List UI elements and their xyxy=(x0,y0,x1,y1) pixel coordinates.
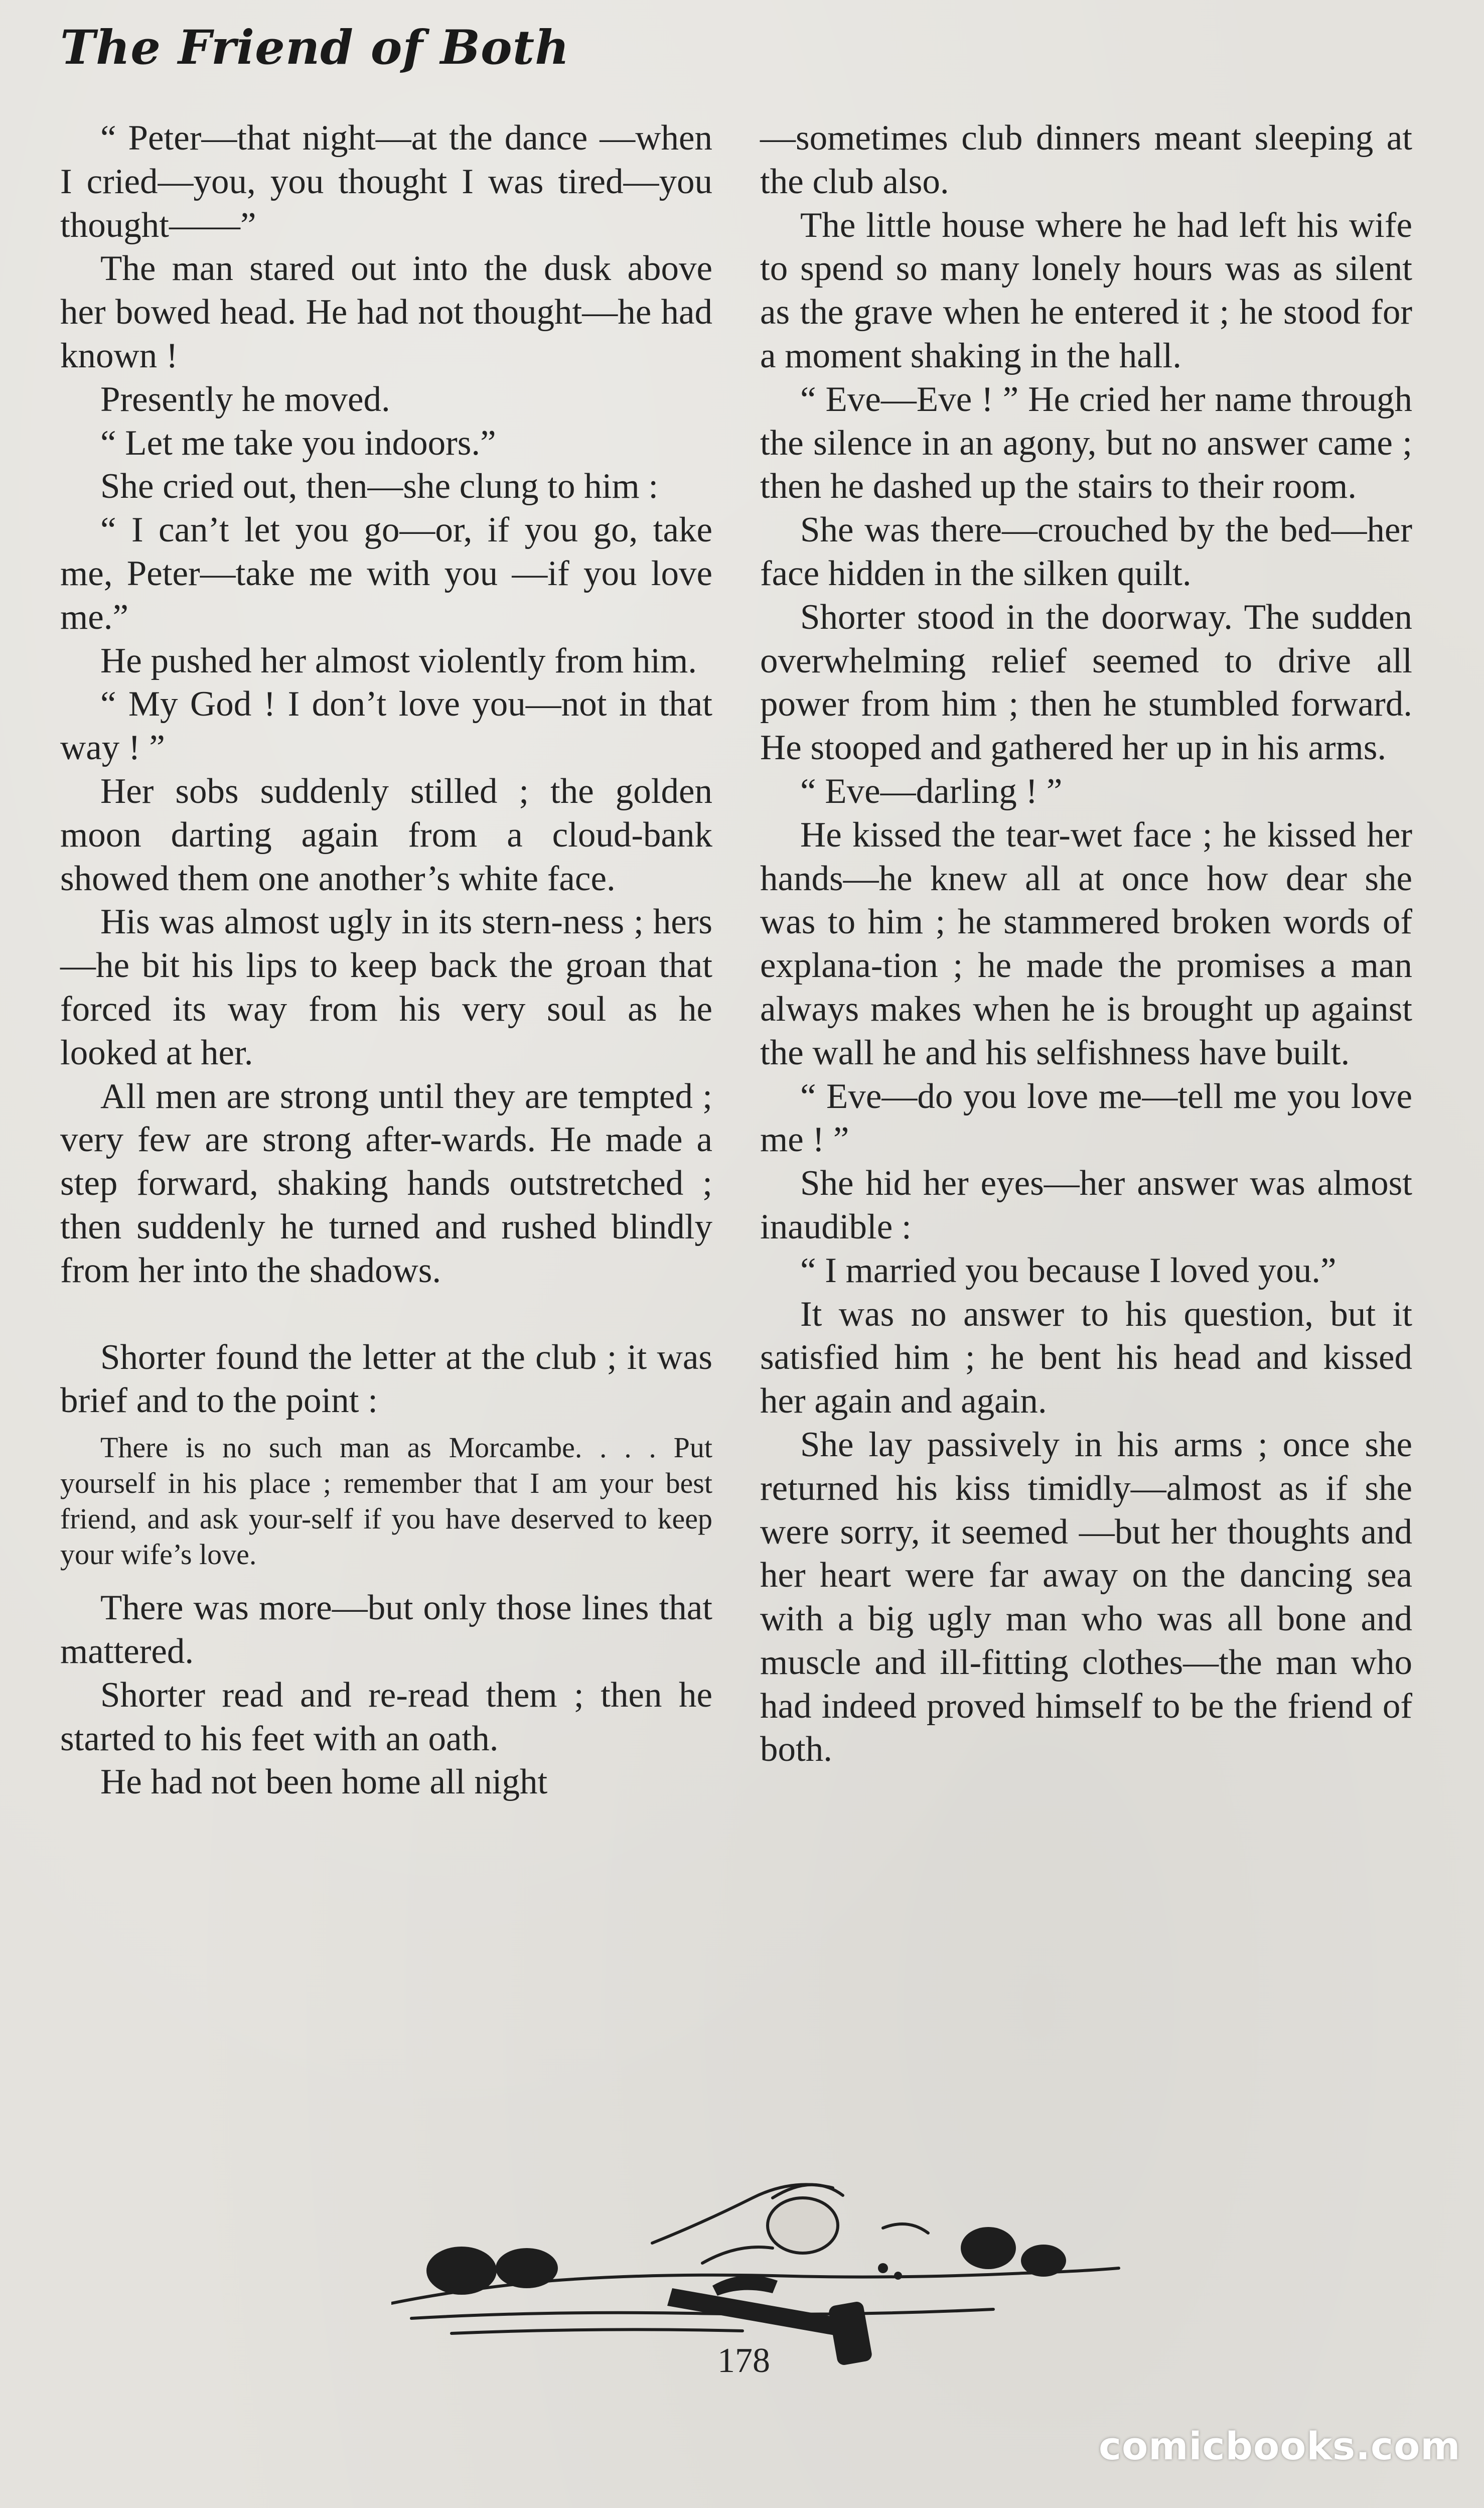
paragraph: “ Let me take you indoors.” xyxy=(100,423,496,463)
paragraph: Shorter stood in the doorway. The sudden overwhelming relief seemed to drive all power from him ; then he stumbled forward. He stooped and gathered her up in his arms. xyxy=(760,597,1412,768)
page-number: 178 xyxy=(717,2341,770,2380)
paragraph: It was no answer to his question, but it satisfied him ; he bent his head and kissed her again and again. xyxy=(760,1294,1412,1421)
paragraph: She lay passively in his arms ; once she returned his kiss timidly—almost as if she were sorry, it seemed —but her thoughts and her heart were far away on the dancing sea with a big ugly man who was all bone and muscle and ill-fitting clothes—the man who had indeed proved himself to be the friend of both. xyxy=(760,1425,1412,1769)
paragraph: He had not been home all night xyxy=(100,1762,548,1802)
paragraph: He kissed the tear-wet face ; he kissed her hands—he knew all at once how dear she was to him ; he stammered broken words of explana-tion ; he made the promises a man always makes when he is brought up against the wall he and his selfishness have built. xyxy=(760,815,1412,1072)
paragraph: There was more—but only those lines that mattered. xyxy=(60,1588,712,1671)
paragraph: She hid her eyes—her answer was almost inaudible : xyxy=(760,1164,1412,1246)
paragraph: The man stared out into the dusk above her bowed head. He had not thought—he had known ! xyxy=(60,249,712,375)
paragraph: —sometimes club dinners meant sleeping at the club also. xyxy=(760,118,1412,201)
paragraph: The little house where he had left his wife to spend so many lonely hours was as silent as the grave when he entered it ; he stood for a moment shaking in the hall. xyxy=(760,205,1412,375)
watermark: comicbooks.com xyxy=(1099,2424,1461,2468)
left-column xyxy=(60,116,712,1804)
paragraph: “ I can’t let you go—or, if you go, take me, Peter—take me with you —if you love me.” xyxy=(60,510,712,637)
paragraph: Shorter found the letter at the club ; it was brief and to the point : xyxy=(60,1337,712,1421)
paragraph: She was there—crouched by the bed—her face hidden in the silken quilt. xyxy=(760,510,1412,593)
paragraph: “ Eve—darling ! ” xyxy=(800,771,1063,811)
paragraph: Shorter read and re-read them ; then he started to his feet with an oath. xyxy=(60,1675,712,1758)
paragraph: “ My God ! I don’t love you—not in that way ! ” xyxy=(60,684,712,768)
paragraph: “ Eve—Eve ! ” He cried her name through the silence in an agony, but no answer came ; then he dashed up the stairs to their room. xyxy=(760,379,1412,506)
paragraph: All men are strong until they are tempted ; very few are strong after-wards. He made a step forward, shaking hands outstretched ; then suddenly he turned and rushed blindly from her into the shadows. xyxy=(60,1076,712,1290)
paragraph: Presently he moved. xyxy=(100,379,390,419)
paragraph: “ Peter—that night—at the dance —when I cried—you, you thought I was tired—you thought——” xyxy=(60,118,712,245)
quoted-letter: There is no such man as Morcambe. . . . Put yourself in his place ; remember that I am your best friend, and ask your-self if you have deserved to keep your wife’s love. xyxy=(60,1431,712,1571)
paragraph: “ Eve—do you love me—tell me you love me ! ” xyxy=(760,1076,1412,1160)
paragraph: She cried out, then—she clung to him : xyxy=(100,467,659,506)
paragraph: His was almost ugly in its stern-ness ; hers—he bit his lips to keep back the groan that forced its way from his very soul as he looked at her. xyxy=(60,902,712,1072)
right-column xyxy=(760,116,1412,1771)
paragraph: “ I married you because I loved you.” xyxy=(800,1250,1337,1290)
story-title: The Friend of Both xyxy=(60,20,570,75)
paragraph: He pushed her almost violently from him. xyxy=(100,641,697,680)
paragraph: Her sobs suddenly stilled ; the golden moon darting again from a cloud-bank showed them one another’s white face. xyxy=(60,771,712,898)
